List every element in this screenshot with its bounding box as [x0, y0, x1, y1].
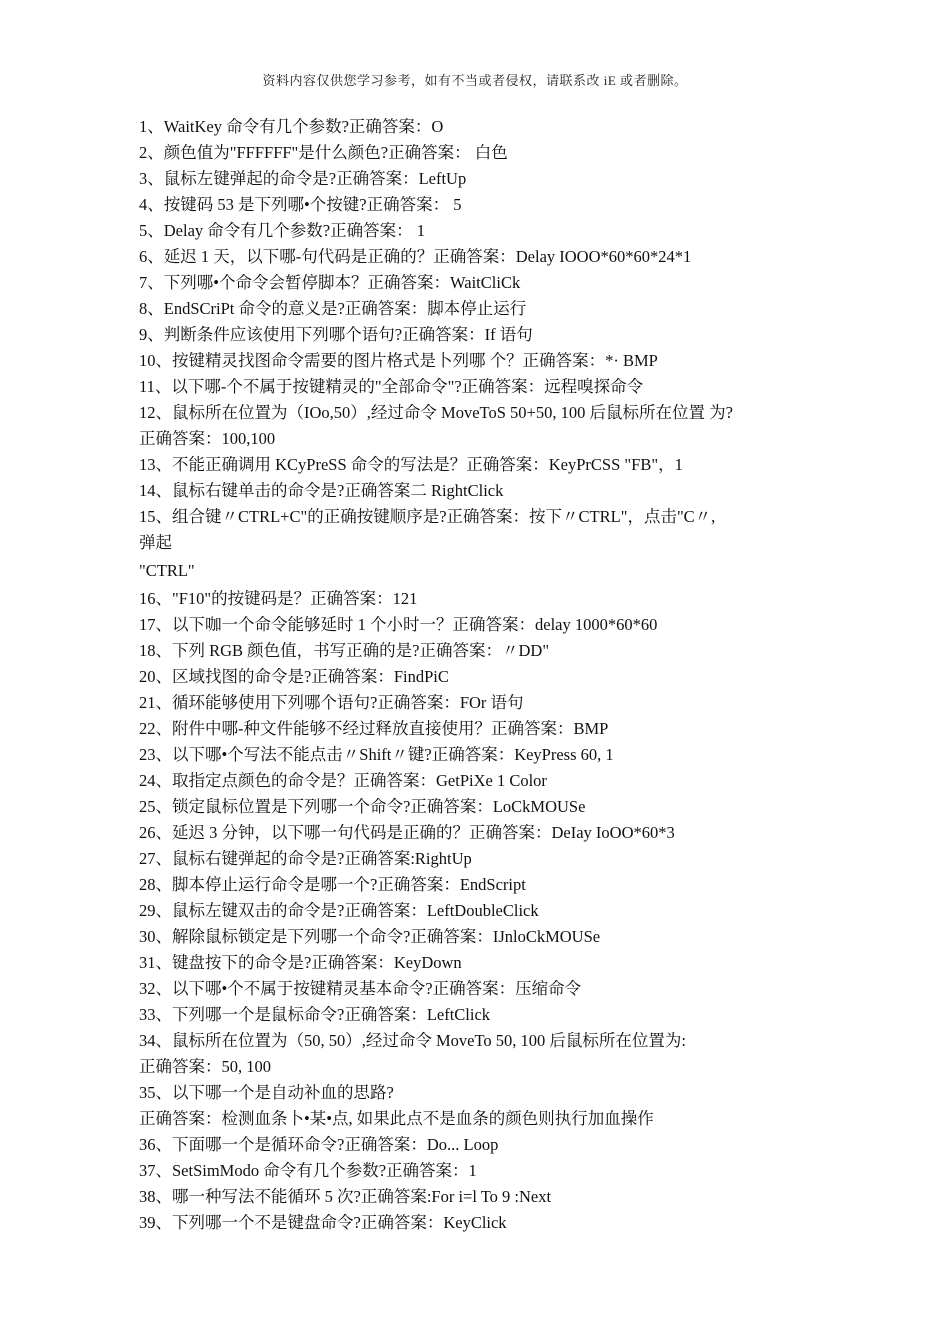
- question-line: 33、下列哪一个是鼠标命令?正确答案：LeftClick: [139, 1005, 491, 1024]
- question-line: 8、EndSCriPt 命令的意义是?正确答案：脚本停止运行: [139, 299, 527, 318]
- question-line: 38、哪一种写法不能循环 5 次?正确答案:For i=l To 9 :Next: [139, 1187, 552, 1206]
- question-line: 1、WaitKey 命令有几个参数?正确答案：O: [139, 117, 444, 136]
- question-line: 25、锁定鼠标位置是下列哪一个命令?正确答案：LoCkMOUSe: [139, 797, 586, 816]
- question-line: 36、下面哪一个是循环命令?正确答案：Do... Loop: [139, 1135, 499, 1154]
- answer-continuation: 正确答案：100,100: [139, 429, 276, 448]
- answer-continuation: 正确答案：50, 100: [139, 1057, 271, 1076]
- document-body: [139, 114, 819, 1236]
- answer-continuation: "CTRL": [139, 561, 195, 580]
- question-line: 21、循环能够使用下列哪个语句?正确答案：FOr 语句: [139, 693, 524, 712]
- question-line: 4、按键码 53 是下列哪•个按键?正确答案： 5: [139, 195, 462, 214]
- question-line: 39、下列哪一个不是键盘命令?正确答案：KeyClick: [139, 1213, 507, 1232]
- question-line: 7、下列哪•个命令会暂停脚本？正确答案：WaitCliCk: [139, 273, 521, 292]
- answer-continuation: 弹起: [139, 533, 172, 552]
- question-line: 27、鼠标右键弹起的命令是?正确答案:RightUp: [139, 849, 472, 868]
- question-line: 10、按键精灵找图命令需要的图片格式是卜列哪 个？正确答案：*· BMP: [139, 351, 658, 370]
- question-line: 17、以下咖一个命令能够延时 1 个小时一？正确答案：delay 1000*60*60: [139, 615, 658, 634]
- question-line: 20、区域找图的命令是?正确答案：FindPiC: [139, 667, 449, 686]
- question-line: 12、鼠标所在位置为（IOo,50）,经过命令 MoveToS 50+50, 100 后鼠标所在位置 为?: [139, 403, 733, 422]
- question-line: 6、延迟 1 天，以下哪-句代码是正确的？正确答案：Delay IOOO*60*60*24*1: [139, 247, 692, 266]
- question-line: 28、脚本停止运行命令是哪一个?正确答案：EndScript: [139, 875, 526, 894]
- question-line: 9、判断条件应该使用下列哪个语句?正确答案：If 语句: [139, 325, 533, 344]
- question-line: 31、键盘按下的命令是?正确答案：KeyDown: [139, 953, 462, 972]
- question-line: 13、不能正确调用 KCyPreSS 命令的写法是？正确答案：KeyPrCSS "FB"，1: [139, 455, 683, 474]
- question-line: 5、Delay 命令有几个参数?正确答案： 1: [139, 221, 425, 240]
- answer-continuation: 正确答案：检测血条卜•某•点, 如果此点不是血条的颜色则执行加血操作: [139, 1109, 654, 1128]
- question-line: 30、解除鼠标锁定是下列哪一个命令?正确答案：IJnloCkMOUSe: [139, 927, 601, 946]
- page-header-note: 资料内容仅供您学习参考，如有不当或者侵权，请联系改 iE 或者删除。: [262, 73, 688, 88]
- question-line: 15、组合键〃CTRL+C"的正确按键顺序是?正确答案：按下〃CTRL"，点击"C〃,: [139, 507, 716, 526]
- question-line: 2、颜色值为"FFFFFF"是什么颜色?正确答案： 白色: [139, 143, 508, 162]
- question-line: 37、SetSimModo 命令有几个参数?正确答案：1: [139, 1161, 477, 1180]
- question-line: 24、取指定点颜色的命令是？正确答案：GetPiXe 1 Color: [139, 771, 547, 790]
- question-line: 29、鼠标左键双击的命令是?正确答案：LeftDoubleClick: [139, 901, 539, 920]
- question-line: 14、鼠标右键单击的命令是?正确答案二 RightClick: [139, 481, 504, 500]
- question-line: 11、以下哪-个不属于按键精灵的"全部命令"?正确答案：远程嗅探命令: [139, 377, 644, 396]
- question-line: 22、附件中哪-种文件能够不经过释放直接使用？正确答案：BMP: [139, 719, 609, 738]
- question-line: 3、鼠标左键弹起的命令是?正确答案：LeftUp: [139, 169, 467, 188]
- question-line: 32、以下哪•个不属于按键精灵基本命令?正确答案：压缩命令: [139, 979, 582, 998]
- question-line: 34、鼠标所在位置为（50, 50）,经过命令 MoveTo 50, 100 后鼠标所在位置为:: [139, 1031, 687, 1050]
- question-line: 16、"F10"的按键码是？正确答案：121: [139, 589, 418, 608]
- question-line: 26、延迟 3 分钟，以下哪一句代码是正确的？正确答案：DeIay IoOO*60*3: [139, 823, 675, 842]
- question-line: 18、下列 RGB 颜色值，书写正确的是?正确答案：〃DD": [139, 641, 550, 660]
- question-line: 35、以下哪一个是自动补血的思路?: [139, 1083, 394, 1102]
- question-line: 23、以下哪•个写法不能点击〃Shift〃键?正确答案：KeyPress 60, 1: [139, 745, 614, 764]
